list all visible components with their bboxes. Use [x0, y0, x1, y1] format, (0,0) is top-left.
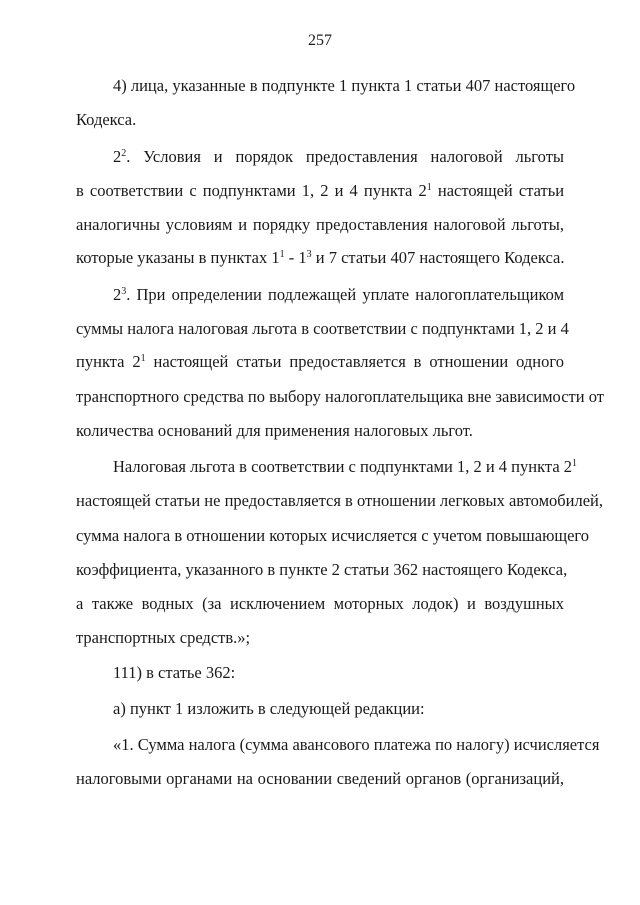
text-line: аналогичны условиям и порядку предоставления налоговой льготы, [76, 215, 564, 234]
text-line: а) пункт 1 изложить в следующей редакции: [113, 699, 425, 718]
text-line: налоговыми органами на основании сведений органов (организаций, [76, 769, 564, 788]
text-line: которые указаны в пунктах $1^1 - 1^3$ и 7 статьи 407 настоящего Кодекса. [76, 248, 565, 267]
text-line: 111) в статье 362: [113, 663, 236, 682]
text-line: количества оснований для применения налоговых льгот. [76, 421, 473, 440]
text-line: 4) лица, указанные в подпункте 1 пункта 1 статьи 407 настоящего [113, 76, 576, 95]
text-line: Кодекса. [76, 110, 137, 129]
text-line: $2^2$. Условия и порядок предоставления налоговой льготы [113, 147, 565, 166]
text-line: сумма налога в отношении которых исчисляется с учетом повышающего [76, 526, 590, 545]
text-line: транспортных средств.»; [76, 628, 251, 647]
text-line: транспортного средства по выбору налогоплательщика вне зависимости от [76, 387, 604, 406]
text-line: настоящей статьи не предоставляется в отношении легковых автомобилей, [76, 491, 604, 510]
text-line: «1. Сумма налога (сумма авансового платежа по налогу) исчисляется [113, 735, 600, 754]
text-line: коэффициента, указанного в пункте 2 статьи 362 настоящего Кодекса, [76, 560, 568, 579]
text-line: $2^3$. При определении подлежащей уплате налогоплательщиком [113, 285, 565, 304]
page-number: 257 [308, 32, 332, 49]
text-line: а также водных (за исключением моторных лодок) и воздушных [76, 594, 564, 613]
text-line: в соответствии с подпунктами 1, 2 и 4 пункта $2^1$ настоящей статьи [76, 181, 565, 200]
text-line: пункта $2^1$ настоящей статьи предоставляется в отношении одного [76, 352, 564, 371]
text-line: суммы налога налоговая льгота в соответствии с подпунктами 1, 2 и 4 [76, 319, 569, 338]
text-line: Налоговая льгота в соответствии с подпунктами 1, 2 и 4 пункта $2^1$ [113, 457, 578, 476]
